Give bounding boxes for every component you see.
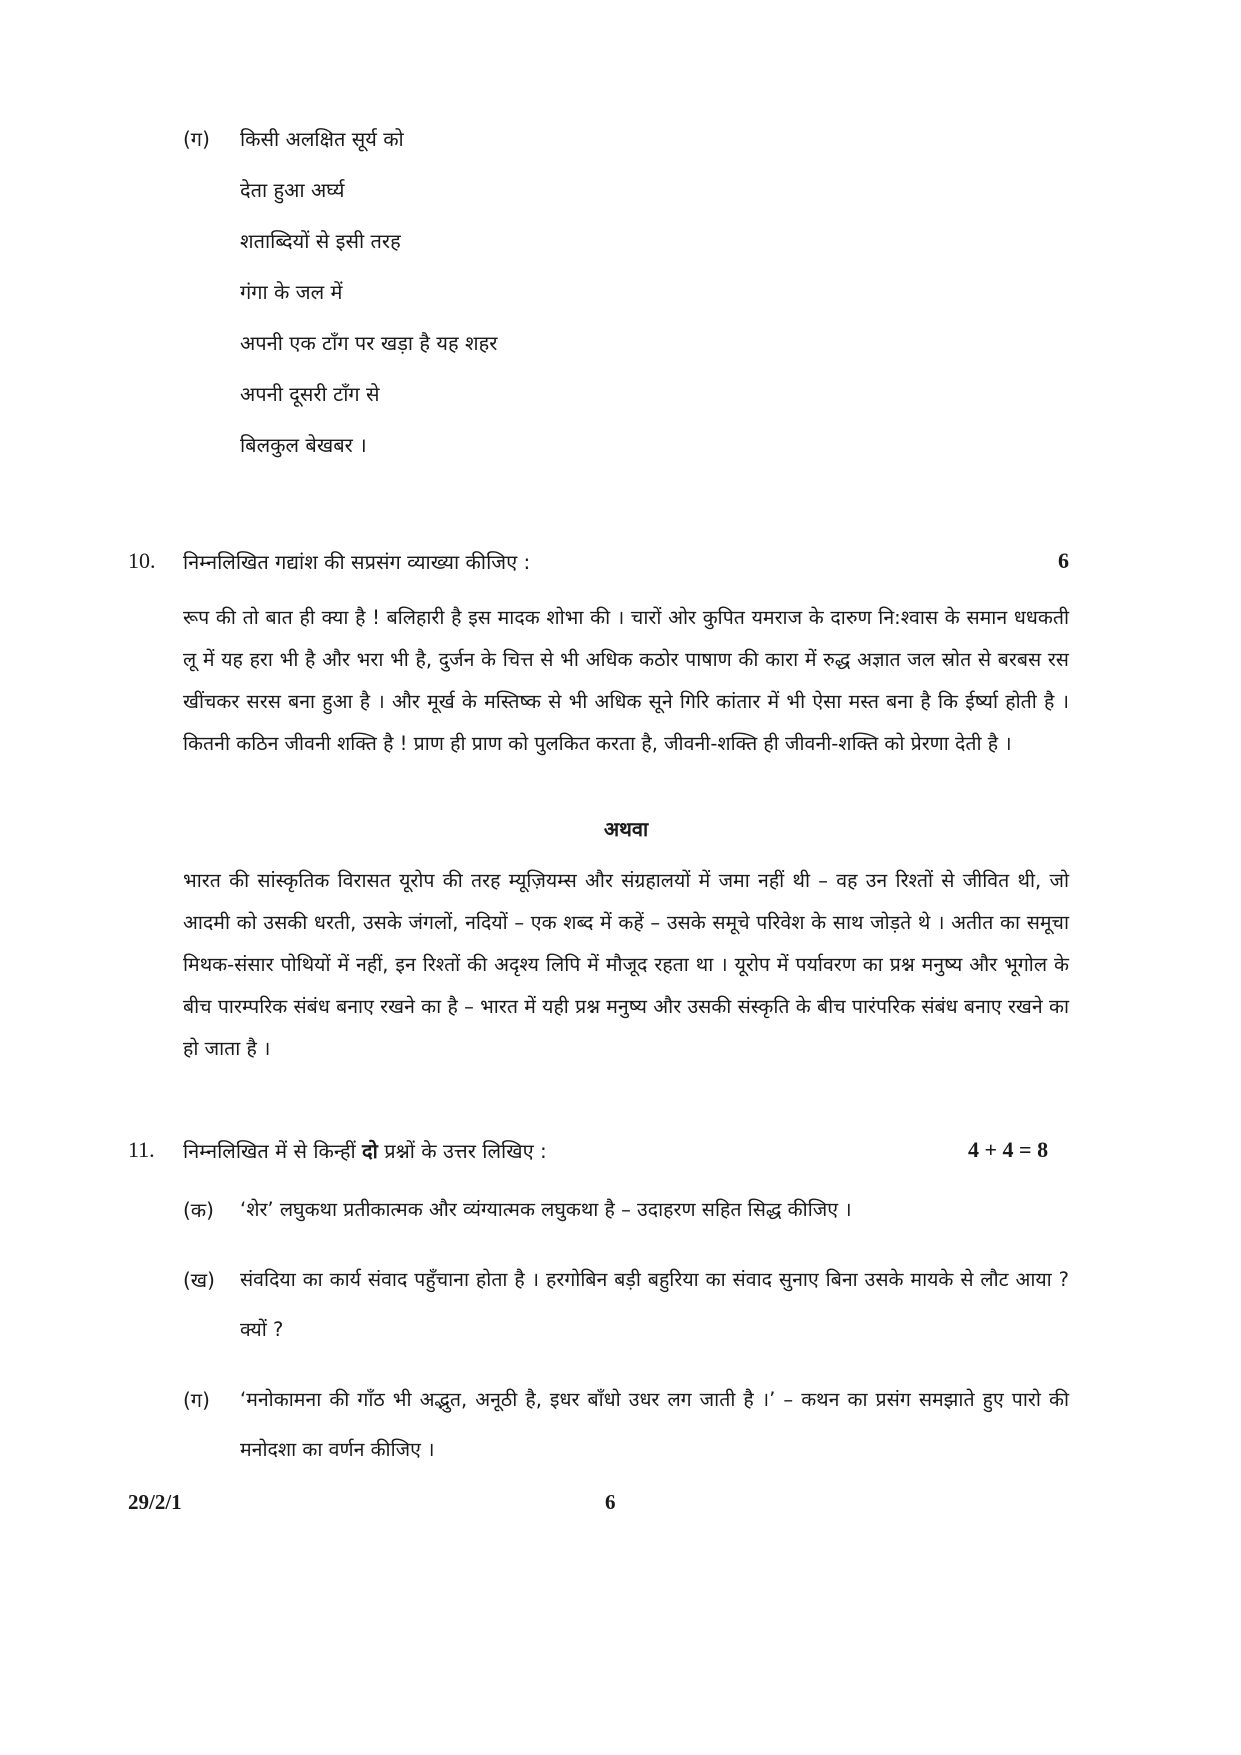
instruction-text: निम्नलिखित में से किन्हीं xyxy=(183,1139,363,1163)
question-instruction xyxy=(183,1137,547,1164)
part-label: (क) xyxy=(183,1198,214,1222)
instruction-text: प्रश्नों के उत्तर लिखिए : xyxy=(377,1139,547,1163)
question-instruction: निम्नलिखित गद्यांश की सप्रसंग व्याख्या कीजिए : xyxy=(183,550,531,574)
part-text: ‘मनोकामना की गाँठ भी अद्भुत, अनूठी है, इधर बाँधो उधर लग जाती है ।’ – कथन का प्रसंग समझाते हुए पारो की मनोदशा का वर्णन कीजिए । xyxy=(240,1388,1069,1461)
page-number: 6 xyxy=(605,1490,616,1514)
part-label: (ग) xyxy=(183,1388,210,1412)
question-marks: 6 xyxy=(1058,548,1069,573)
poem-line: देता हुआ अर्घ्य xyxy=(240,178,345,202)
passage-alternative: भारत की सांस्कृतिक विरासत यूरोप की तरह म्यूज़ियम्स और संग्रहालयों में जमा नहीं थी – वह उन रिश्तों से जीवित थी, जो आदमी को उसकी धरती, उसके जंगलों, नदियों – एक शब्द में कहें – उसके समूचे परिवेश के साथ जोड़ते थे । अतीत का समूचा मिथक-संसार पोथियों में नहीं, इन रिश्तों की अदृश्य लिपि में मौजूद रहता था । यूरोप में पर्यावरण का प्रश्न मनुष्य और भूगोल के बीच पारम्परिक संबंध बनाए रखने का है – भारत में यही प्रश्न मनुष्य और उसकी संस्कृति के बीच पारंपरिक संबंध बनाए रखने का हो जाता है । xyxy=(183,869,1069,1060)
passage: रूप की तो बात ही क्या है ! बलिहारी है इस मादक शोभा की । चारों ओर कुपित यमराज के दारुण नि:श्वास के समान धधकती लू में यह हरा भी है और भरा भी है, दुर्जन के चित्त से भी अधिक कठोर पाषाण की कारा में रुद्ध अज्ञात जल स्रोत से बरबस रस खींचकर सरस बना हुआ है । और मूर्ख के मस्तिष्क से भी अधिक सूने गिरि कांतार में भी ऐसा मस्त बना है कि ईर्ष्या होती है । कितनी कठिन जीवनी शक्ति है ! प्राण ही प्राण को पुलकित करता है, जीवनी-शक्ति ही जीवनी-शक्ति को प्रेरणा देती है । xyxy=(183,606,1069,755)
question-number: 11. xyxy=(128,1137,155,1162)
poem-label: (ग) xyxy=(183,127,210,151)
question-marks: 4 + 4 = 8 xyxy=(968,1137,1049,1162)
part-text: संवदिया का कार्य संवाद पहुँचाना होता है । हरगोबिन बड़ी बहुरिया का संवाद सुनाए बिना उसके मायके से लौट आया ? क्यों ? xyxy=(240,1268,1069,1341)
instruction-emphasis: दो xyxy=(362,1139,378,1163)
question-number: 10. xyxy=(128,548,156,573)
part-label: (ख) xyxy=(183,1268,215,1292)
paper-code: 29/2/1 xyxy=(128,1490,182,1514)
poem-line: अपनी एक टाँग पर खड़ा है यह शहर xyxy=(240,331,498,355)
poem-line: गंगा के जल में xyxy=(240,280,343,304)
poem-line: अपनी दूसरी टाँग से xyxy=(240,382,380,406)
poem-line: किसी अलक्षित सूर्य को xyxy=(240,127,404,151)
poem-line: बिलकुल बेखबर । xyxy=(240,433,367,457)
part-text: ‘शेर’ लघुकथा प्रतीकात्मक और व्यंग्यात्मक लघुकथा है – उदाहरण सहित सिद्ध कीजिए । xyxy=(240,1198,852,1221)
or-label: अथवा xyxy=(603,817,649,841)
poem-line: शताब्दियों से इसी तरह xyxy=(240,229,401,253)
